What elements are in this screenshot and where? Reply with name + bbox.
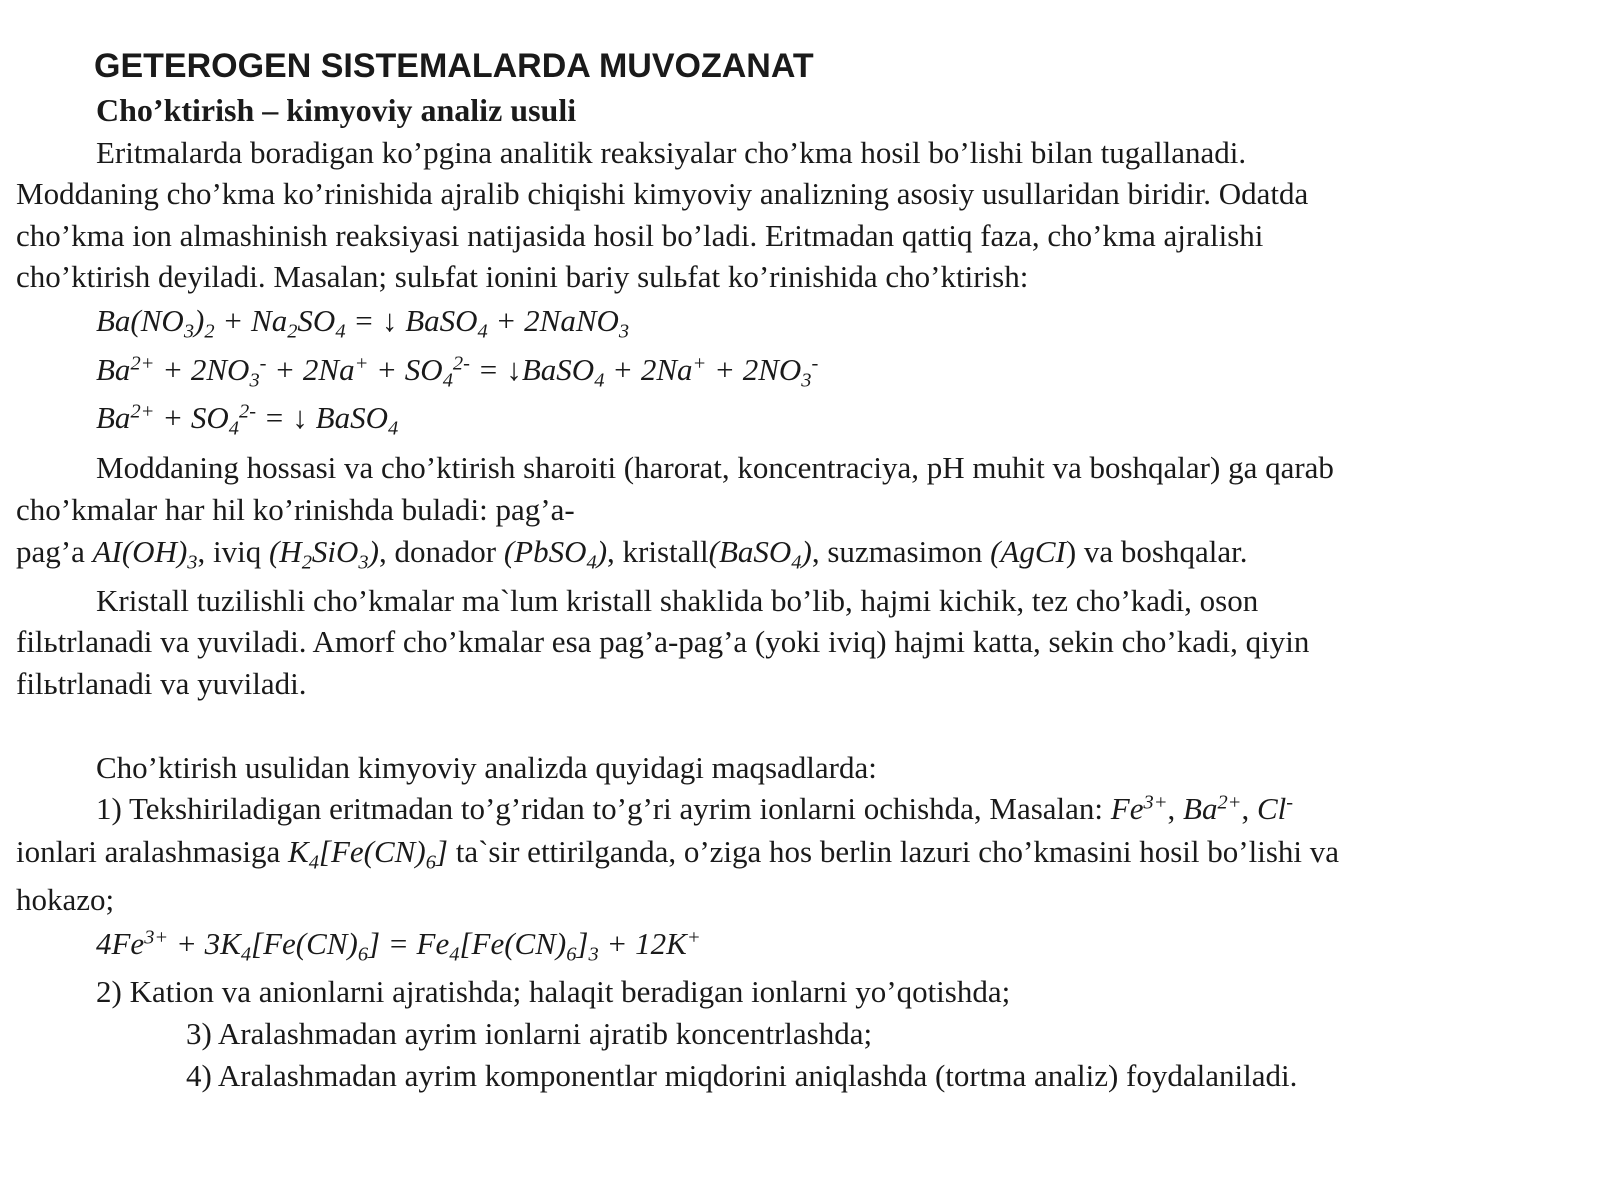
- superscript: 2-: [238, 400, 257, 423]
- superscript: -: [1286, 791, 1294, 814]
- text-run: ]: [576, 926, 589, 961]
- equation-short-ionic: [96, 400, 399, 440]
- superscript: 3+: [1143, 791, 1168, 814]
- paragraph-line: cho’kma ion almashinish reaksiyasi natijasida hosil bo’ladi. Eritmadan qattiq faza, cho’kma ajralishi: [16, 218, 1264, 253]
- text-run: ) va boshqalar.: [1065, 534, 1248, 569]
- subscript: 3: [618, 320, 630, 343]
- text-run: Ba: [96, 352, 131, 387]
- subscript: 4: [449, 943, 460, 966]
- text-run: + 2NO: [154, 352, 250, 387]
- text-run: ): [194, 303, 205, 338]
- text-run: 4Fe: [96, 926, 145, 961]
- text-run: (AgCI: [990, 534, 1066, 569]
- paragraph-line: Cho’ktirish usulidan kimyoviy analizda quyidagi maqsadlarda:: [96, 750, 877, 785]
- text-run: ): [596, 534, 608, 569]
- subscript: 3: [183, 320, 195, 343]
- subscript: 2: [301, 551, 312, 574]
- superscript: 3+: [144, 926, 169, 949]
- subscript: 4: [594, 369, 605, 392]
- equation-molecular: [96, 303, 630, 343]
- equation-full-ionic: [96, 352, 819, 392]
- text-run: cho’kmalar har hil ko’rinishda buladi: pag’a-: [16, 492, 575, 527]
- paragraph-line: Eritmalarda boradigan ko’pgina analitik reaksiyalar cho’kma hosil bo’lishi bilan tugallanadi.: [96, 135, 1247, 170]
- list-item-1-line: [16, 834, 1340, 874]
- superscript: +: [354, 352, 369, 375]
- subscript: 4: [228, 417, 239, 440]
- paragraph-line: filьtrlanadi va yuviladi.: [16, 666, 307, 701]
- paragraph-line: [16, 534, 1248, 574]
- paragraph-line: filьtrlanadi va yuviladi. Amorf cho’kmalar esa pag’a-pag’a (yoki iviq) hajmi katta, sekin cho’kadi, qiyin: [16, 624, 1310, 659]
- subscript: 4: [586, 551, 597, 574]
- text-run: = ↓ BaSO: [345, 303, 478, 338]
- superscript: 2+: [130, 400, 155, 423]
- superscript: -: [811, 352, 819, 375]
- subscript: 2: [204, 320, 215, 343]
- subscript: 4: [477, 320, 488, 343]
- text-run: + SO: [154, 400, 229, 435]
- subscript: 6: [357, 943, 369, 966]
- text-run: pag’a: [16, 534, 93, 569]
- text-run: + 3K: [168, 926, 241, 961]
- text-run: Moddaning hossasi va cho’ktirish sharoiti (harorat, koncentraciya, pH muhit va boshqalar) ga qarab: [96, 450, 1334, 485]
- list-item-4: 4) Aralashmadan ayrim komponentlar miqdorini aniqlashda (tortma analiz) foydalaniladi.: [186, 1058, 1298, 1093]
- section-subtitle: Cho’ktirish – kimyoviy analiz usuli: [96, 92, 577, 128]
- text-run: = ↓ BaSO: [256, 400, 389, 435]
- superscript: +: [692, 352, 707, 375]
- text-run: + 2NaNO: [487, 303, 619, 338]
- subscript: 3: [249, 369, 260, 392]
- text-run: Fe: [1110, 791, 1144, 826]
- paragraph-line: cho’ktirish deyiladi. Masalan; sulьfat ionini bariy sulьfat ko’rinishida cho’ktirish:: [16, 259, 1029, 294]
- text-run: [Fe(CN): [251, 926, 358, 961]
- text-run: (H: [268, 534, 302, 569]
- text-run: ] = Fe: [368, 926, 450, 961]
- text-run: + 2NO: [706, 352, 802, 387]
- superscript: 2-: [452, 352, 470, 375]
- superscript: +: [686, 926, 701, 949]
- text-run: Ba: [96, 400, 131, 435]
- subscript: 4: [442, 369, 453, 392]
- text-run: ): [368, 534, 379, 569]
- text-run: , iviq: [197, 534, 269, 569]
- text-run: SiO: [311, 534, 359, 569]
- text-run: + SO: [368, 352, 443, 387]
- text-run: SO: [297, 303, 336, 338]
- text-run: ta`sir ettirilganda, o’ziga hos berlin lazuri cho’kmasini hosil bo’lishi va: [447, 834, 1340, 869]
- superscript: 2+: [130, 352, 155, 375]
- text-run: ionlari aralashmasiga: [16, 834, 289, 869]
- text-run: + 2Na: [266, 352, 355, 387]
- subscript: 3: [358, 551, 369, 574]
- text-run: AI(OH): [92, 534, 188, 569]
- list-item-1-line: [16, 882, 114, 918]
- list-item-1-line: [96, 791, 1293, 827]
- paragraph-line: Moddaning cho’kma ko’rinishida ajralib chiqishi kimyoviy analizning asosiy usullaridan biridir. Odatda: [16, 176, 1309, 211]
- page-title: GETEROGEN SISTEMALARDA MUVOZANAT: [94, 47, 814, 85]
- text-run: + Na: [214, 303, 288, 338]
- subscript: 3: [801, 369, 812, 392]
- text-run: [Fe(CN): [318, 834, 426, 869]
- superscript: -: [259, 352, 267, 375]
- superscript: 2+: [1217, 791, 1242, 814]
- text-run: ]: [435, 834, 448, 869]
- text-run: ): [801, 534, 812, 569]
- text-run: = ↓BaSO: [469, 352, 595, 387]
- subscript: 4: [388, 417, 399, 440]
- text-run: ,: [1167, 791, 1184, 826]
- text-run: hokazo;: [16, 882, 115, 917]
- paragraph-line: [96, 450, 1334, 486]
- list-item-2: 2) Kation va anionlarni ajratishda; halaqit beradigan ionlarni yo’qotishda;: [96, 974, 1011, 1009]
- text-run: , kristall: [607, 534, 709, 569]
- text-run: Ba(NO: [96, 303, 184, 338]
- text-run: 1) Tekshiriladigan eritmadan to’g’ridan to’g’ri ayrim ionlarni ochishda, Masalan:: [96, 791, 1111, 826]
- text-run: (PbSO: [503, 534, 587, 569]
- text-run: Ba: [1183, 791, 1218, 826]
- subscript: 6: [425, 851, 436, 874]
- text-run: ,: [1241, 791, 1257, 826]
- subscript: 6: [566, 943, 577, 966]
- text-run: , suzmasimon: [811, 534, 991, 569]
- paragraph-line: Kristall tuzilishli cho’kmalar ma`lum kristall shaklida bo’lib, hajmi kichik, tez cho’kadi, oson: [96, 583, 1259, 618]
- subscript: 4: [240, 943, 252, 966]
- subscript: 4: [308, 851, 319, 874]
- subscript: 3: [588, 943, 599, 966]
- list-item-3: 3) Aralashmadan ayrim ionlarni ajratib koncentrlashda;: [186, 1016, 873, 1051]
- text-run: [Fe(CN): [459, 926, 567, 961]
- text-run: Cl: [1256, 791, 1287, 826]
- subscript: 4: [335, 320, 346, 343]
- text-run: K: [288, 834, 309, 869]
- text-run: , donador: [378, 534, 504, 569]
- text-run: + 12K: [598, 926, 687, 961]
- subscript: 4: [791, 551, 802, 574]
- subscript: 3: [187, 551, 198, 574]
- paragraph-line: [16, 492, 575, 528]
- text-run: (BaSO: [708, 534, 792, 569]
- equation-berlin-blue: [96, 926, 701, 966]
- subscript: 2: [287, 320, 298, 343]
- text-run: + 2Na: [604, 352, 693, 387]
